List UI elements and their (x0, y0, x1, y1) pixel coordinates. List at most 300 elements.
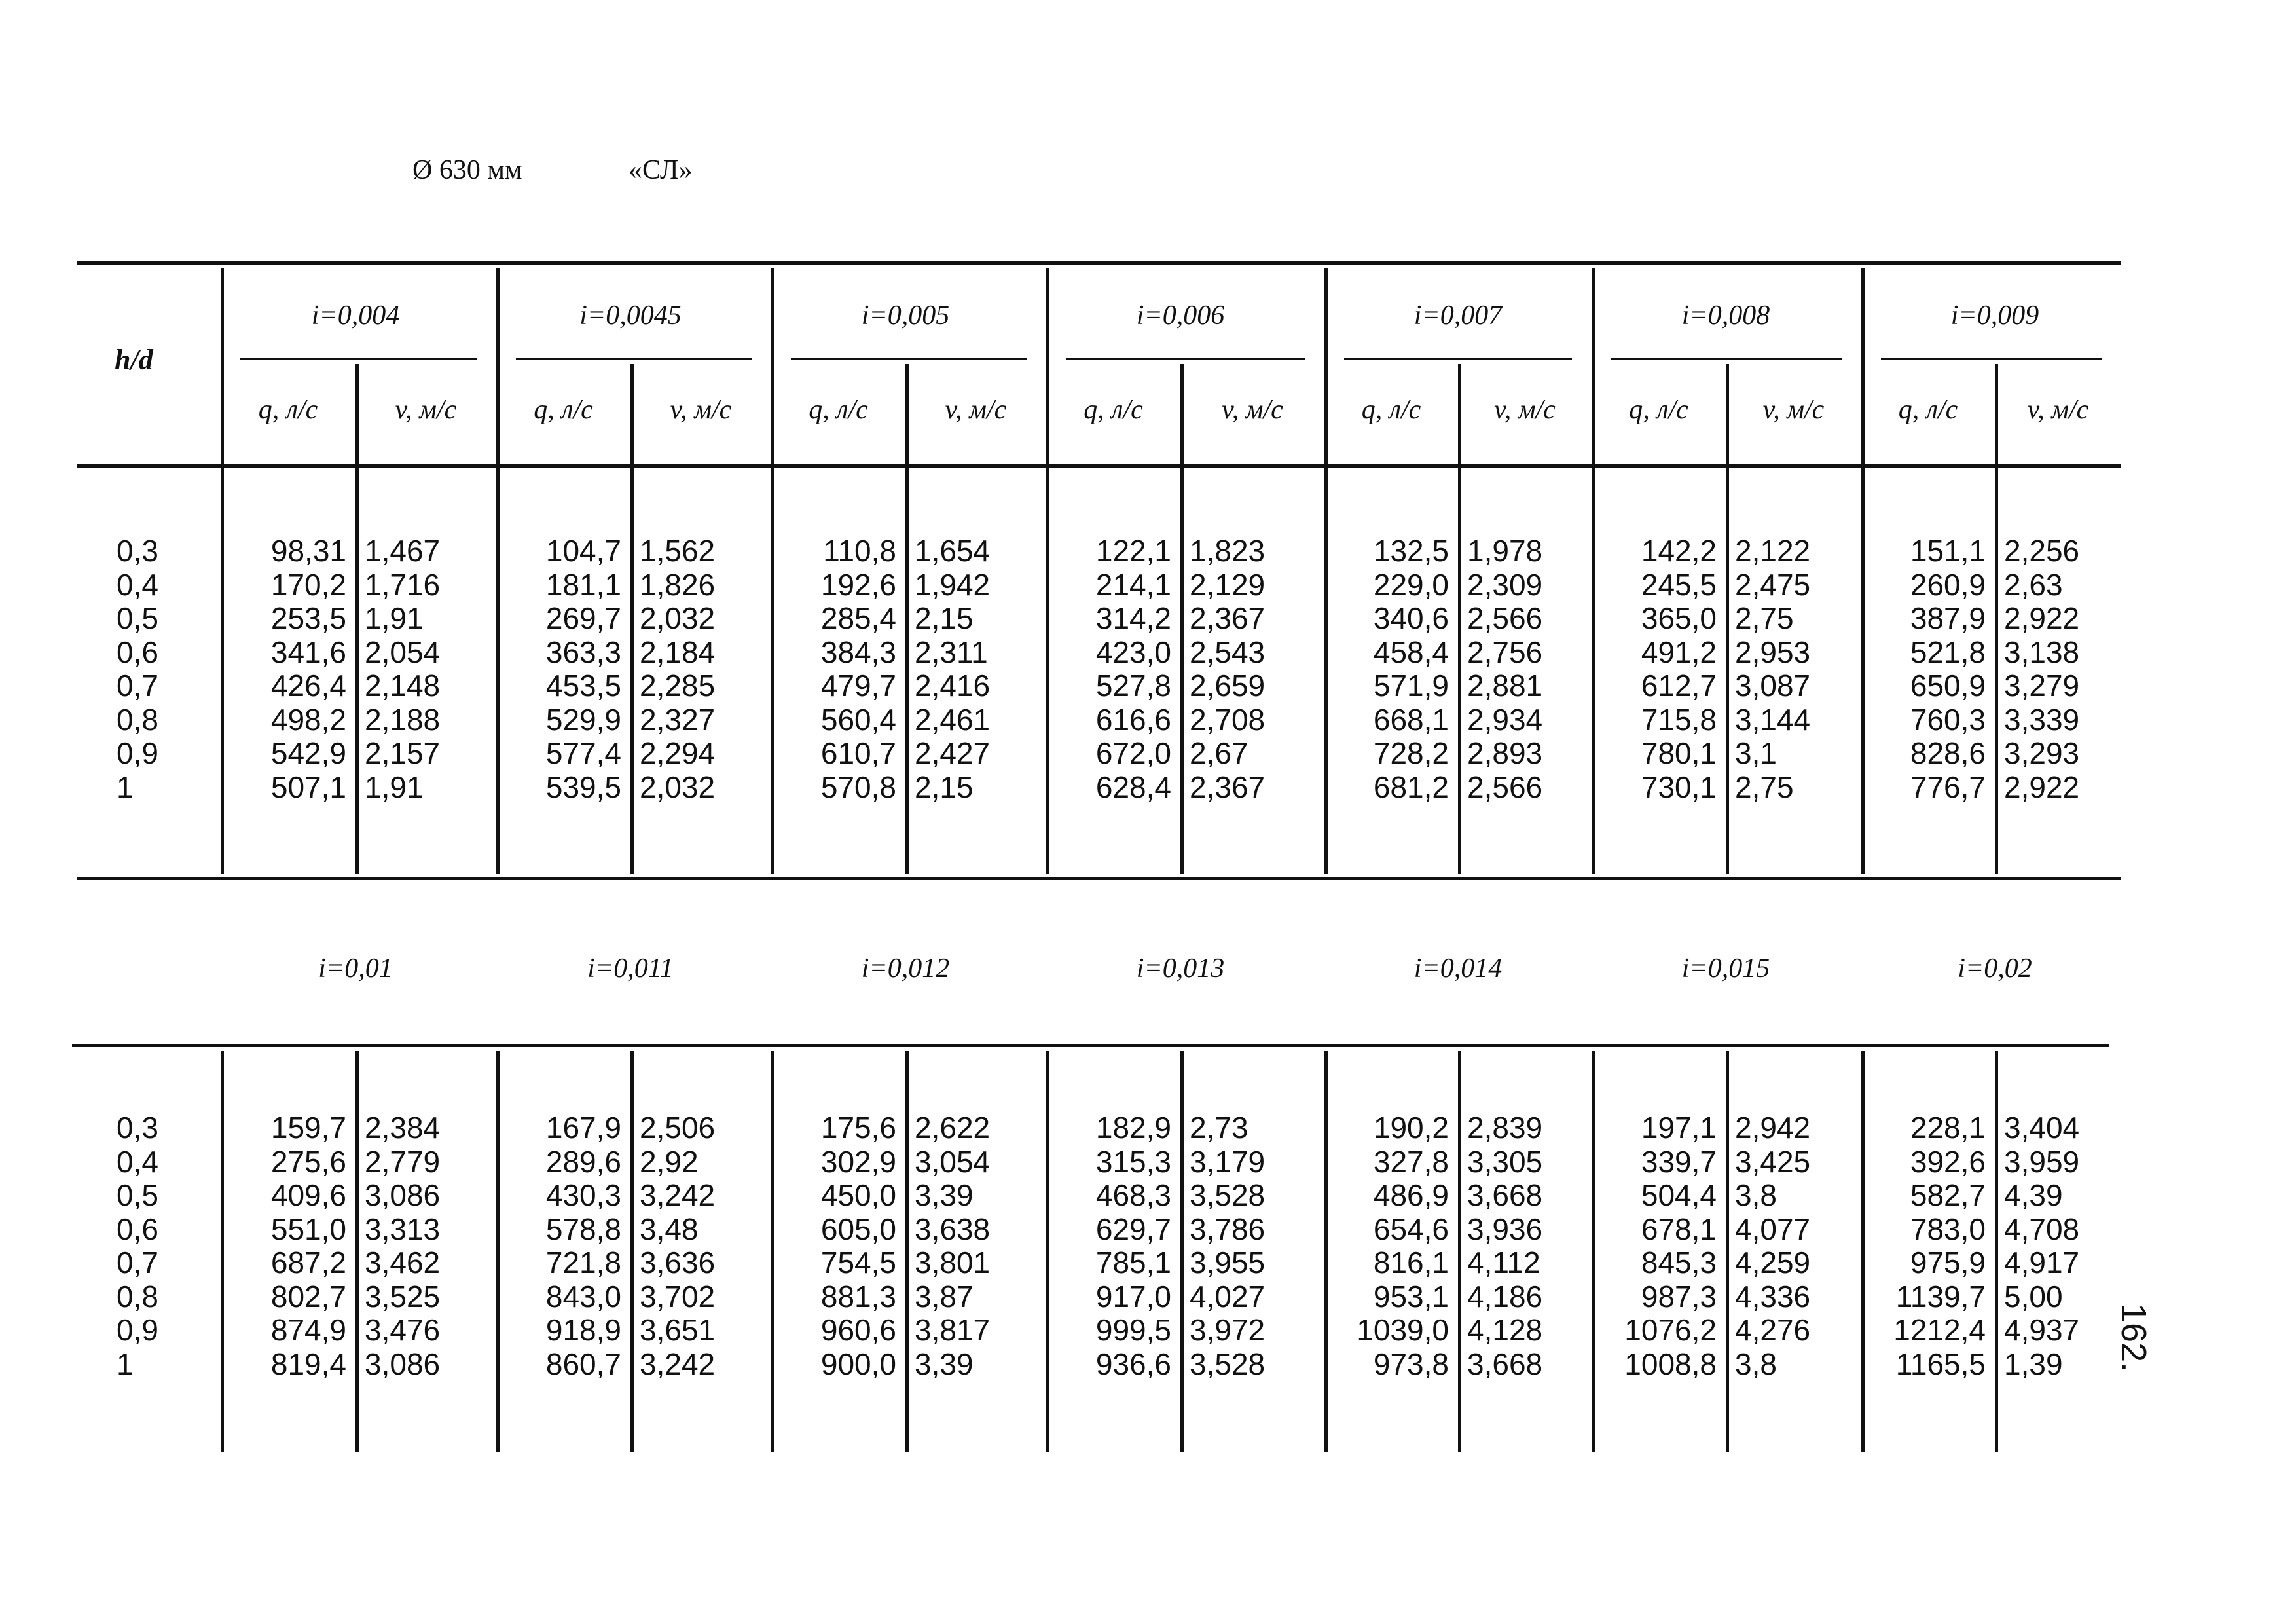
bottom-v-column-value: 4,259 (1735, 1246, 1811, 1280)
bottom-q-column-value: 302,9 (820, 1144, 896, 1179)
bottom-slope-header: i=0,02 (1958, 953, 2032, 984)
bottom-q-column-value: 874,9 (270, 1313, 346, 1347)
top-v-column-value: 3,339 (2004, 702, 2080, 737)
top-slope-underline (1344, 358, 1572, 360)
top-hd-column-value: 0,5 (117, 601, 158, 635)
top-v-column-value: 3,293 (2004, 736, 2080, 770)
bottom-v-column-value: 3,528 (1190, 1346, 1266, 1381)
bottom-q-column (1598, 1111, 1717, 1381)
top-q-column-value: 384,3 (820, 635, 896, 669)
top-q-column-value: 527,8 (1095, 669, 1171, 703)
bottom-hd-column-value: 0,9 (117, 1313, 158, 1347)
bottom-q-column-value: 409,6 (270, 1178, 346, 1212)
top-q-column-value: 151,1 (1910, 534, 1986, 568)
top-qv-divider (1726, 364, 1729, 874)
bottom-v-column-value: 4,128 (1467, 1313, 1543, 1347)
bottom-v-column-value: 3,086 (365, 1346, 441, 1381)
bottom-q-column (227, 1111, 346, 1381)
top-v-column-value: 2,122 (1735, 534, 1811, 568)
bottom-q-column-value: 845,3 (1641, 1246, 1717, 1280)
bottom-q-column-value: 953,1 (1373, 1279, 1449, 1314)
top-q-column-value: 426,4 (270, 669, 346, 703)
bottom-q-column-value: 917,0 (1095, 1279, 1171, 1314)
top-v-column-value: 3,144 (1735, 702, 1811, 737)
bottom-v-column-value: 2,92 (640, 1144, 699, 1179)
top-v-column-value: 1,942 (915, 567, 991, 602)
bottom-v-column-value: 3,39 (915, 1346, 974, 1381)
bottom-q-column-value: 175,6 (820, 1111, 896, 1145)
bottom-v-column-value: 4,336 (1735, 1279, 1811, 1314)
top-v-column-value: 2,416 (915, 669, 991, 703)
bottom-q-column-value: 339,7 (1641, 1144, 1717, 1179)
bottom-q-column-value: 1165,5 (1895, 1346, 1986, 1381)
top-q-column (503, 534, 621, 804)
bottom-hd-column-value: 0,4 (117, 1144, 158, 1179)
top-q-column-value: 458,4 (1373, 635, 1449, 669)
top-qv-divider (905, 364, 909, 874)
bottom-v-column-value: 4,937 (2004, 1313, 2080, 1347)
bottom-q-column-value: 167,9 (545, 1111, 621, 1145)
top-q-column-value: 610,7 (820, 736, 896, 770)
bottom-v-column-value: 3,179 (1190, 1144, 1266, 1179)
top-v-column-value: 2,367 (1190, 769, 1266, 804)
top-q-column-value: 229,0 (1373, 567, 1449, 602)
top-q-column (1053, 534, 1171, 804)
top-v-column (1735, 534, 1853, 804)
top-slope-underline (240, 358, 477, 360)
top-q-column-value: 498,2 (270, 702, 346, 737)
bottom-v-column-value: 2,73 (1190, 1111, 1248, 1145)
bottom-v-column-value: 2,779 (365, 1144, 441, 1179)
bottom-v-column-value: 2,839 (1467, 1111, 1543, 1145)
bottom-q-column-value: 190,2 (1373, 1111, 1449, 1145)
top-v-column-value: 3,1 (1735, 736, 1777, 770)
top-table-rule-bottom (77, 877, 2121, 880)
top-v-column-value: 2,75 (1735, 601, 1794, 635)
bottom-v-column-value: 3,313 (365, 1211, 441, 1246)
top-v-column (640, 534, 763, 804)
top-v-column-value: 1,91 (365, 769, 424, 804)
bottom-q-column-value: 900,0 (820, 1346, 896, 1381)
top-v-column-value: 1,978 (1467, 534, 1543, 568)
top-v-column-value: 2,659 (1190, 669, 1266, 703)
top-q-column-value: 340,6 (1373, 601, 1449, 635)
bottom-v-column-value: 4,39 (2004, 1178, 2063, 1212)
hd-header: h/d (115, 344, 153, 376)
bottom-hd-column-value: 1 (117, 1346, 134, 1381)
bottom-q-column-value: 159,7 (270, 1111, 346, 1145)
top-slope-underline (791, 358, 1027, 360)
top-hd-column (117, 534, 196, 804)
bottom-v-column-value: 3,305 (1467, 1144, 1543, 1179)
top-q-column-value: 616,6 (1095, 702, 1171, 737)
top-v-column-value: 2,032 (640, 769, 716, 804)
bottom-v-column-value: 3,525 (365, 1279, 441, 1314)
bottom-v-column-value: 3,48 (640, 1211, 699, 1246)
top-table-rule-header-bottom (77, 464, 2121, 468)
bottom-q-column-value: 486,9 (1373, 1178, 1449, 1212)
top-q-header: q, л/с (1361, 395, 1421, 425)
top-q-column (1868, 534, 1986, 804)
top-q-column-value: 650,9 (1910, 669, 1986, 703)
top-v-column-value: 2,032 (640, 601, 716, 635)
top-q-column-value: 521,8 (1910, 635, 1986, 669)
top-hd-column-value: 0,6 (117, 635, 158, 669)
bottom-q-column (1868, 1111, 1986, 1381)
top-v-header: v, м/с (945, 395, 1007, 425)
bottom-group-divider (496, 1051, 500, 1452)
top-slope-header: i=0,0045 (579, 301, 682, 331)
top-hd-column-value: 0,9 (117, 736, 158, 770)
top-q-column-value: 491,2 (1641, 635, 1717, 669)
top-v-column-value: 1,654 (915, 534, 991, 568)
top-q-header: q, л/с (534, 395, 593, 425)
bottom-slope-header: i=0,012 (861, 953, 950, 984)
bottom-v-column-value: 3,972 (1190, 1313, 1266, 1347)
bottom-q-column-value: 960,6 (820, 1313, 896, 1347)
top-q-column-value: 269,7 (545, 601, 621, 635)
top-q-column (1598, 534, 1717, 804)
bottom-v-column-value: 3,702 (640, 1279, 716, 1314)
top-v-column-value: 2,953 (1735, 635, 1811, 669)
page-number: 162. (2114, 1303, 2153, 1373)
bottom-q-column-value: 975,9 (1910, 1246, 1986, 1280)
top-v-column-value: 2,184 (640, 635, 716, 669)
bottom-q-column-value: 289,6 (545, 1144, 621, 1179)
top-slope-header: i=0,004 (311, 301, 400, 331)
top-v-column (915, 534, 1038, 804)
top-v-header: v, м/с (1762, 395, 1825, 425)
bottom-v-column-value: 3,528 (1190, 1178, 1266, 1212)
bottom-slope-header: i=0,013 (1136, 953, 1225, 984)
top-q-column-value: 122,1 (1095, 534, 1171, 568)
bottom-v-column-value: 3,636 (640, 1246, 716, 1280)
top-v-column-value: 2,054 (365, 635, 441, 669)
bottom-qv-divider (905, 1051, 909, 1452)
pipe-diameter-title: Ø 630 мм (412, 155, 522, 185)
bottom-hd-column-value: 0,3 (117, 1111, 158, 1145)
bottom-v-column-value: 4,112 (1467, 1246, 1540, 1280)
top-q-column-value: 507,1 (270, 769, 346, 804)
top-q-column-value: 539,5 (545, 769, 621, 804)
top-hd-column-value: 1 (117, 769, 134, 804)
top-v-header: v, м/с (1222, 395, 1283, 425)
bottom-v-column-value: 3,638 (915, 1211, 991, 1246)
top-v-column-value: 3,279 (2004, 669, 2080, 703)
bottom-hd-column-value: 0,5 (117, 1178, 158, 1212)
top-q-column-value: 612,7 (1641, 669, 1717, 703)
top-v-column-value: 2,922 (2004, 769, 2080, 804)
bottom-q-column-value: 999,5 (1095, 1313, 1171, 1347)
bottom-q-column-value: 327,8 (1373, 1144, 1449, 1179)
bottom-slope-header: i=0,01 (318, 953, 393, 984)
top-v-column-value: 2,15 (915, 601, 974, 635)
top-qv-divider (1180, 364, 1184, 874)
top-slope-underline (1881, 358, 2102, 360)
bottom-v-column-value: 3,87 (915, 1279, 974, 1314)
bottom-q-column-value: 754,5 (820, 1246, 896, 1280)
bottom-q-column-value: 987,3 (1641, 1279, 1717, 1314)
bottom-v-column-value: 4,276 (1735, 1313, 1811, 1347)
bottom-q-column-value: 843,0 (545, 1279, 621, 1314)
bottom-v-column-value: 3,959 (2004, 1144, 2080, 1179)
top-hd-column-value: 0,3 (117, 534, 158, 568)
top-hd-column-value: 0,8 (117, 702, 158, 737)
bottom-q-column-value: 582,7 (1910, 1178, 1986, 1212)
pipe-series-title: «СЛ» (629, 155, 693, 185)
top-group-divider (1861, 268, 1865, 874)
top-v-column-value: 2,934 (1467, 702, 1543, 737)
top-q-column-value: 110,8 (823, 534, 896, 568)
top-v-column-value: 1,716 (365, 567, 441, 602)
bottom-q-column-value: 1212,4 (1893, 1313, 1986, 1347)
top-v-column-value: 3,138 (2004, 635, 2080, 669)
top-q-column-value: 104,7 (545, 534, 621, 568)
top-q-column-value: 314,2 (1095, 601, 1171, 635)
top-q-column-value: 98,31 (270, 534, 346, 568)
bottom-group-divider (1324, 1051, 1328, 1452)
bottom-hd-column (117, 1111, 196, 1381)
top-q-column-value: 365,0 (1641, 601, 1717, 635)
top-qv-divider (355, 364, 359, 874)
top-v-column-value: 2,756 (1467, 635, 1543, 669)
bottom-v-column (915, 1111, 1038, 1381)
top-v-column-value: 2,15 (915, 769, 974, 804)
top-q-column-value: 479,7 (820, 669, 896, 703)
top-q-column-value: 453,5 (545, 669, 621, 703)
top-q-header: q, л/с (258, 395, 318, 425)
bottom-q-column-value: 936,6 (1095, 1346, 1171, 1381)
bottom-q-column-value: 392,6 (1910, 1144, 1986, 1179)
bottom-v-column (2004, 1111, 2113, 1381)
top-v-column-value: 1,823 (1190, 534, 1266, 568)
bottom-group-divider (771, 1051, 774, 1452)
bottom-v-column-value: 5,00 (2004, 1279, 2063, 1314)
bottom-v-column-value: 2,622 (915, 1111, 991, 1145)
top-q-column-value: 780,1 (1641, 736, 1717, 770)
bottom-qv-divider (630, 1051, 634, 1452)
bottom-q-column-value: 802,7 (270, 1279, 346, 1314)
bottom-v-column-value: 4,708 (2004, 1211, 2080, 1246)
top-q-column-value: 728,2 (1373, 736, 1449, 770)
top-v-header: v, м/с (2027, 395, 2089, 425)
top-v-column-value: 2,285 (640, 669, 716, 703)
top-slope-header: i=0,006 (1136, 301, 1225, 331)
bottom-slope-header: i=0,015 (1681, 953, 1770, 984)
top-slope-underline (1611, 358, 1842, 360)
top-q-column (227, 534, 346, 804)
top-q-column-value: 214,1 (1095, 567, 1171, 602)
top-v-column-value: 2,75 (1735, 769, 1794, 804)
bottom-v-column-value: 3,668 (1467, 1346, 1543, 1381)
top-q-header: q, л/с (1898, 395, 1958, 425)
top-v-column (365, 534, 488, 804)
top-v-column-value: 2,294 (640, 736, 716, 770)
bottom-v-column-value: 4,917 (2004, 1246, 2080, 1280)
top-v-column-value: 3,087 (1735, 669, 1811, 703)
top-q-column-value: 828,6 (1910, 736, 1986, 770)
top-v-column-value: 2,881 (1467, 669, 1543, 703)
bottom-v-column-value: 3,817 (915, 1313, 991, 1347)
bottom-q-column-value: 504,4 (1641, 1178, 1717, 1212)
top-v-column-value: 2,67 (1190, 736, 1248, 770)
top-q-column-value: 560,4 (820, 702, 896, 737)
top-q-header: q, л/с (809, 395, 868, 425)
bottom-v-column-value: 3,242 (640, 1346, 716, 1381)
top-slope-header: i=0,008 (1681, 301, 1770, 331)
bottom-q-column-value: 816,1 (1373, 1246, 1449, 1280)
top-v-column-value: 2,309 (1467, 567, 1543, 602)
bottom-q-column-value: 678,1 (1641, 1211, 1717, 1246)
top-v-column-value: 2,157 (365, 736, 441, 770)
bottom-slope-header: i=0,011 (587, 953, 674, 984)
bottom-q-column-value: 430,3 (545, 1178, 621, 1212)
bottom-v-column-value: 1,39 (2004, 1346, 2063, 1381)
top-v-column-value: 2,129 (1190, 567, 1266, 602)
top-table-rule-top (77, 261, 2121, 265)
bottom-q-column-value: 605,0 (820, 1211, 896, 1246)
bottom-v-column-value: 3,786 (1190, 1211, 1266, 1246)
bottom-v-column-value: 3,462 (365, 1246, 441, 1280)
top-q-header: q, л/с (1084, 395, 1143, 425)
bottom-q-column (1331, 1111, 1449, 1381)
bottom-group-divider (1046, 1051, 1049, 1452)
top-q-header: q, л/с (1629, 395, 1688, 425)
top-qv-divider (1995, 364, 1998, 874)
bottom-q-column-value: 721,8 (545, 1246, 621, 1280)
bottom-qv-divider (1995, 1051, 1998, 1452)
top-hd-column-value: 0,7 (117, 669, 158, 703)
top-v-column-value: 2,427 (915, 736, 991, 770)
bottom-q-column-value: 315,3 (1095, 1144, 1171, 1179)
top-v-column-value: 2,893 (1467, 736, 1543, 770)
top-qv-divider (1458, 364, 1461, 874)
top-v-column (2004, 534, 2113, 804)
top-q-column-value: 542,9 (270, 736, 346, 770)
top-v-column-value: 2,311 (915, 635, 988, 669)
top-group-divider (1324, 268, 1328, 874)
top-q-column-value: 363,3 (545, 635, 621, 669)
bottom-q-column-value: 860,7 (545, 1346, 621, 1381)
bottom-v-column-value: 3,476 (365, 1313, 441, 1347)
top-q-column (778, 534, 896, 804)
top-v-column-value: 2,566 (1467, 601, 1543, 635)
bottom-slope-header: i=0,014 (1413, 953, 1503, 984)
bottom-q-column-value: 973,8 (1373, 1346, 1449, 1381)
bottom-v-column-value: 3,39 (915, 1178, 974, 1212)
bottom-q-column-value: 1008,8 (1624, 1346, 1717, 1381)
bottom-q-column-value: 687,2 (270, 1246, 346, 1280)
top-q-column-value: 577,4 (545, 736, 621, 770)
top-group-divider (771, 268, 774, 874)
top-v-column-value: 2,63 (2004, 567, 2063, 602)
top-q-column-value: 730,1 (1641, 769, 1717, 804)
top-slope-header: i=0,005 (861, 301, 950, 331)
bottom-q-column-value: 1139,7 (1895, 1279, 1986, 1314)
bottom-q-column-value: 275,6 (270, 1144, 346, 1179)
top-v-column-value: 2,327 (640, 702, 716, 737)
top-v-column-value: 1,467 (365, 534, 441, 568)
bottom-v-column-value: 3,955 (1190, 1246, 1266, 1280)
bottom-v-column-value: 3,936 (1467, 1211, 1543, 1246)
top-q-column-value: 260,9 (1910, 567, 1986, 602)
top-q-column-value: 715,8 (1641, 702, 1717, 737)
bottom-q-column-value: 629,7 (1095, 1211, 1171, 1246)
bottom-q-column-value: 819,4 (270, 1346, 346, 1381)
top-slope-underline (1066, 358, 1305, 360)
top-q-column-value: 668,1 (1373, 702, 1449, 737)
top-v-column-value: 2,543 (1190, 635, 1266, 669)
bottom-hd-column-value: 0,8 (117, 1279, 158, 1314)
top-qv-divider (630, 364, 634, 874)
bottom-v-column-value: 3,086 (365, 1178, 441, 1212)
bottom-v-column-value: 3,054 (915, 1144, 991, 1179)
bottom-v-column (1467, 1111, 1584, 1381)
bottom-v-column-value: 4,027 (1190, 1279, 1266, 1314)
bottom-q-column-value: 918,9 (545, 1313, 621, 1347)
top-q-column-value: 170,2 (270, 567, 346, 602)
top-q-column-value: 571,9 (1373, 669, 1449, 703)
top-v-column-value: 2,566 (1467, 769, 1543, 804)
bottom-q-column (1053, 1111, 1171, 1381)
bottom-v-column-value: 3,8 (1735, 1178, 1777, 1212)
bottom-q-column-value: 578,8 (545, 1211, 621, 1246)
bottom-v-column-value: 3,801 (915, 1246, 991, 1280)
top-v-column-value: 2,367 (1190, 601, 1266, 635)
bottom-v-column-value: 3,668 (1467, 1178, 1543, 1212)
bottom-v-column-value: 2,506 (640, 1111, 716, 1145)
top-v-column-value: 2,475 (1735, 567, 1811, 602)
bottom-hd-column-value: 0,6 (117, 1211, 158, 1246)
top-slope-underline (516, 358, 752, 360)
top-group-divider (1046, 268, 1049, 874)
bottom-q-column-value: 654,6 (1373, 1211, 1449, 1246)
top-q-column-value: 681,2 (1373, 769, 1449, 804)
top-v-column-value: 2,256 (2004, 534, 2080, 568)
bottom-group-divider (1861, 1051, 1865, 1452)
bottom-q-column-value: 468,3 (1095, 1178, 1171, 1212)
top-v-column-value: 2,188 (365, 702, 441, 737)
bottom-v-column-value: 3,8 (1735, 1346, 1777, 1381)
bottom-v-column (365, 1111, 488, 1381)
top-v-column (1467, 534, 1584, 804)
bottom-v-column (640, 1111, 763, 1381)
bottom-q-column-value: 551,0 (270, 1211, 346, 1246)
bottom-v-column-value: 4,186 (1467, 1279, 1543, 1314)
bottom-v-column-value: 4,077 (1735, 1211, 1811, 1246)
top-slope-header: i=0,009 (1950, 301, 2039, 331)
bottom-q-column-value: 881,3 (820, 1279, 896, 1314)
bottom-v-column-value: 2,384 (365, 1111, 441, 1145)
bottom-v-column-value: 3,404 (2004, 1111, 2080, 1145)
top-v-column-value: 1,826 (640, 567, 716, 602)
top-v-column-value: 1,91 (365, 601, 424, 635)
top-v-column-value: 2,148 (365, 669, 441, 703)
top-v-column-value: 2,922 (2004, 601, 2080, 635)
top-q-column-value: 142,2 (1641, 534, 1717, 568)
top-group-divider (1592, 268, 1595, 874)
bottom-q-column-value: 785,1 (1095, 1246, 1171, 1280)
bottom-v-column (1735, 1111, 1853, 1381)
bottom-v-column-value: 3,242 (640, 1178, 716, 1212)
bottom-qv-divider (1180, 1051, 1184, 1452)
bottom-group-divider (221, 1051, 224, 1452)
top-group-divider (496, 268, 500, 874)
bottom-table-rule-top (72, 1044, 2109, 1047)
top-v-column (1190, 534, 1317, 804)
top-q-column-value: 529,9 (545, 702, 621, 737)
top-q-column-value: 245,5 (1641, 567, 1717, 602)
